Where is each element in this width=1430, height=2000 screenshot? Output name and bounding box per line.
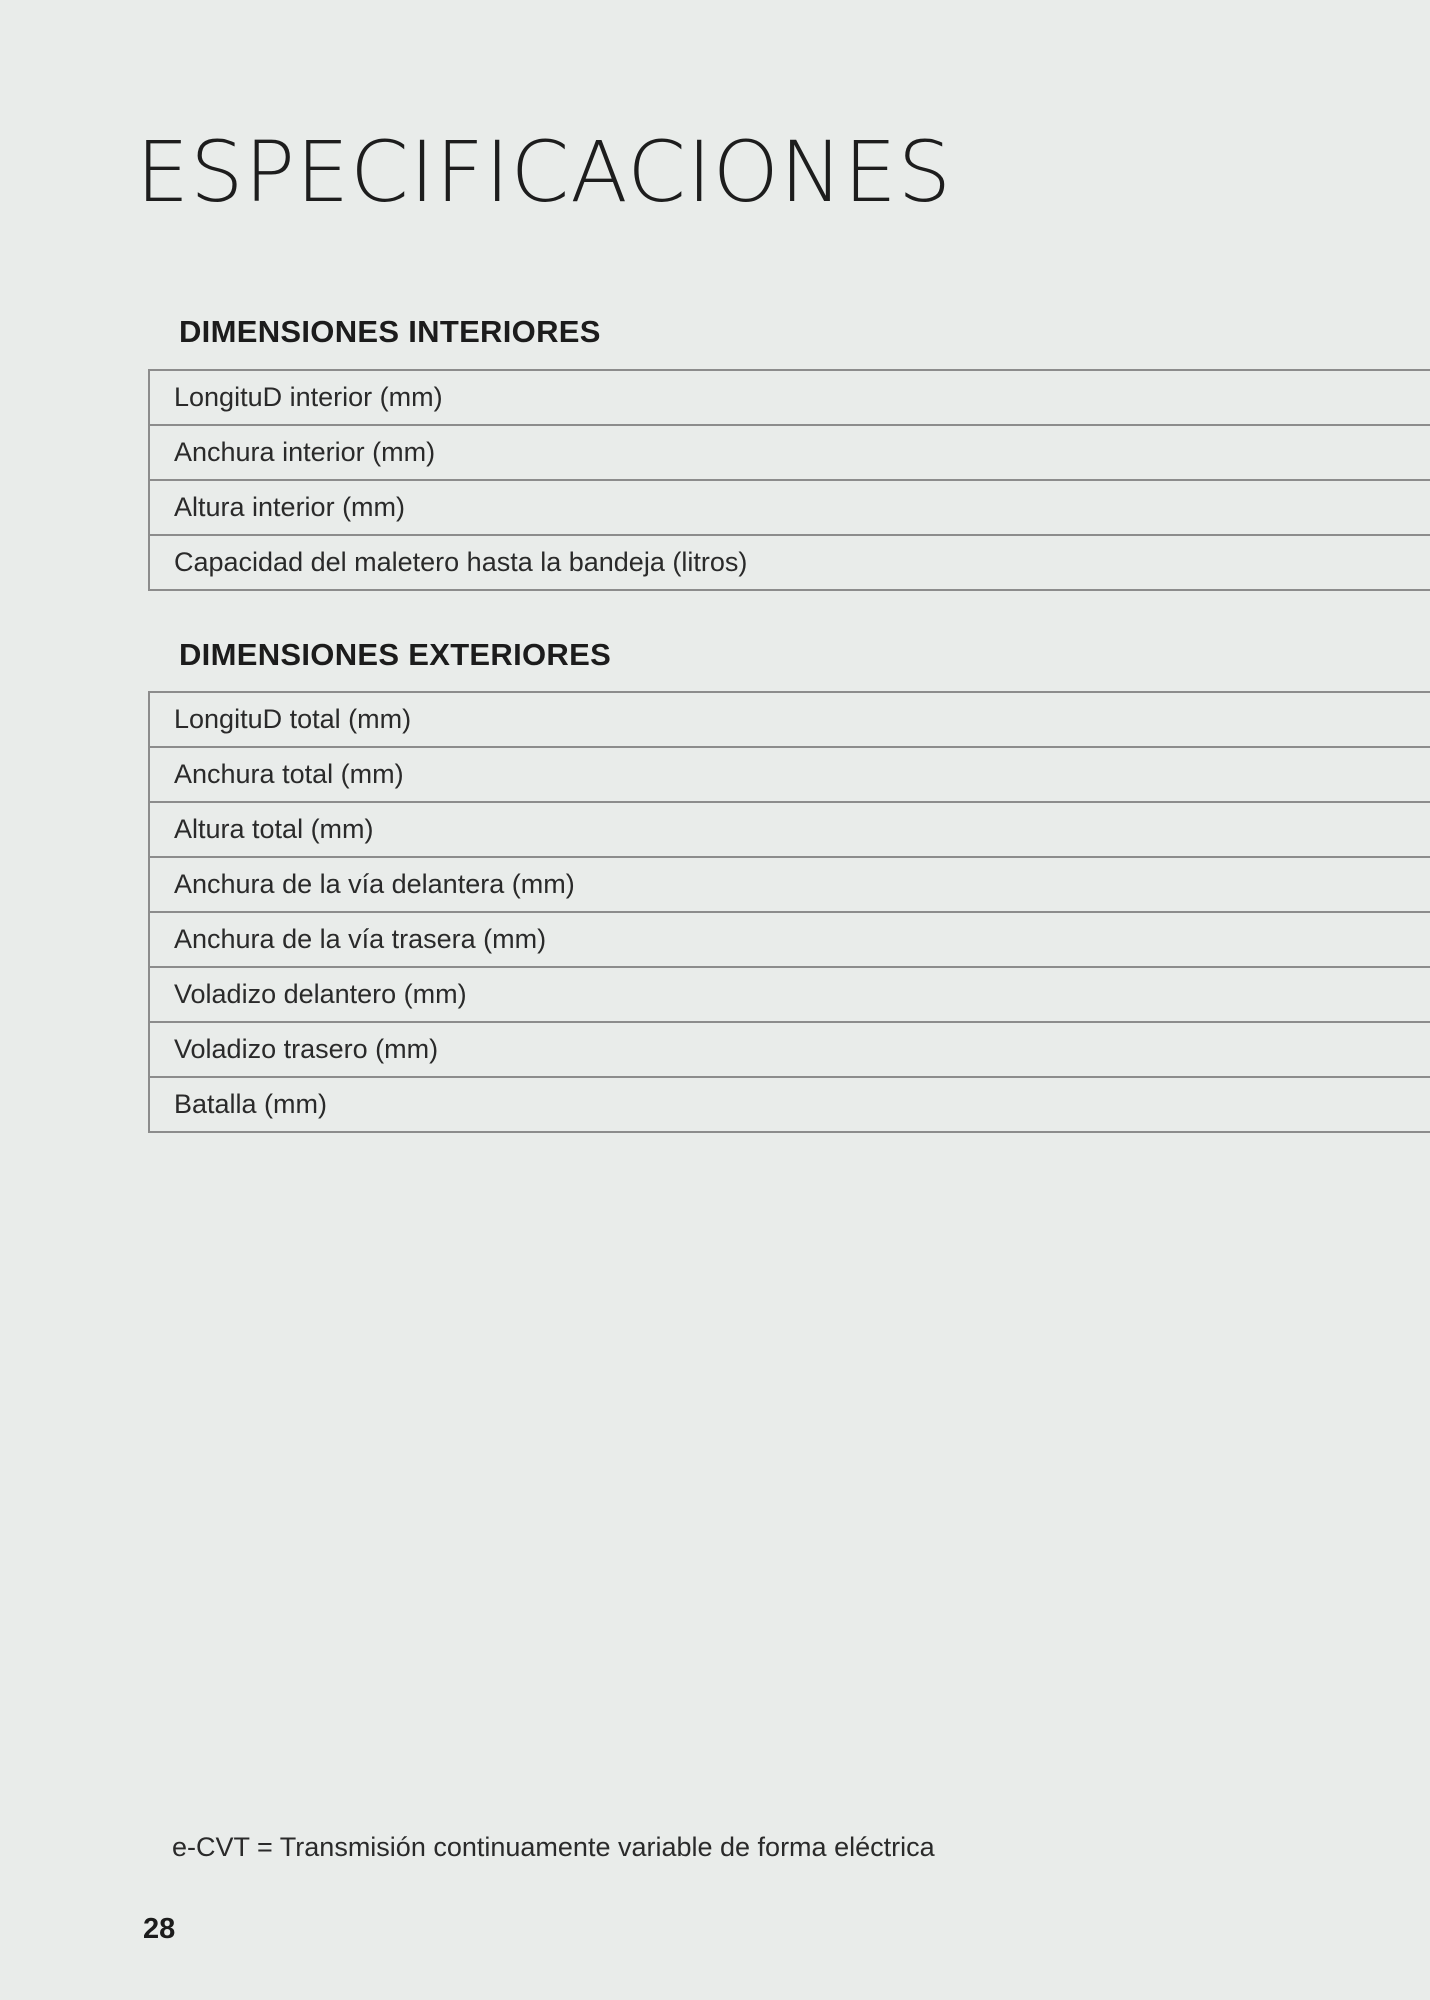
row-label: Anchura interior (mm) xyxy=(149,425,1430,480)
table-row xyxy=(149,425,1430,480)
row-label: Capacidad del maletero hasta la bandeja (litros) xyxy=(149,535,1430,590)
table-row xyxy=(149,967,1430,1022)
table-row xyxy=(149,692,1430,747)
row-label: Anchura de la vía delantera (mm) xyxy=(149,857,1430,912)
row-label: Batalla (mm) xyxy=(149,1077,1430,1132)
table-row xyxy=(149,1022,1430,1077)
table-row xyxy=(149,535,1430,590)
row-label: Anchura de la vía trasera (mm) xyxy=(149,912,1430,967)
table-row xyxy=(149,480,1430,535)
section-heading-exterior-dimensions: DIMENSIONES EXTERIORES xyxy=(179,637,612,672)
table-row xyxy=(149,370,1430,425)
row-label: Altura total (mm) xyxy=(149,802,1430,857)
page-title: ESPECIFICACIONES xyxy=(136,123,953,221)
table-row xyxy=(149,747,1430,802)
interior-dimensions-table xyxy=(148,369,1430,591)
page-number: 28 xyxy=(143,1913,176,1945)
row-label: LongituD total (mm) xyxy=(149,692,1430,747)
row-label: Anchura total (mm) xyxy=(149,747,1430,802)
row-label: Voladizo trasero (mm) xyxy=(149,1022,1430,1077)
table-row xyxy=(149,802,1430,857)
section-heading-interior-dimensions: DIMENSIONES INTERIORES xyxy=(179,314,601,349)
row-label: Altura interior (mm) xyxy=(149,480,1430,535)
table-row xyxy=(149,912,1430,967)
exterior-dimensions-table xyxy=(148,691,1430,1133)
row-label: Voladizo delantero (mm) xyxy=(149,967,1430,1022)
table-row xyxy=(149,857,1430,912)
footnote: e-CVT = Transmisión continuamente variable de forma eléctrica xyxy=(172,1832,935,1862)
table-row xyxy=(149,1077,1430,1132)
row-label: LongituD interior (mm) xyxy=(149,370,1430,425)
